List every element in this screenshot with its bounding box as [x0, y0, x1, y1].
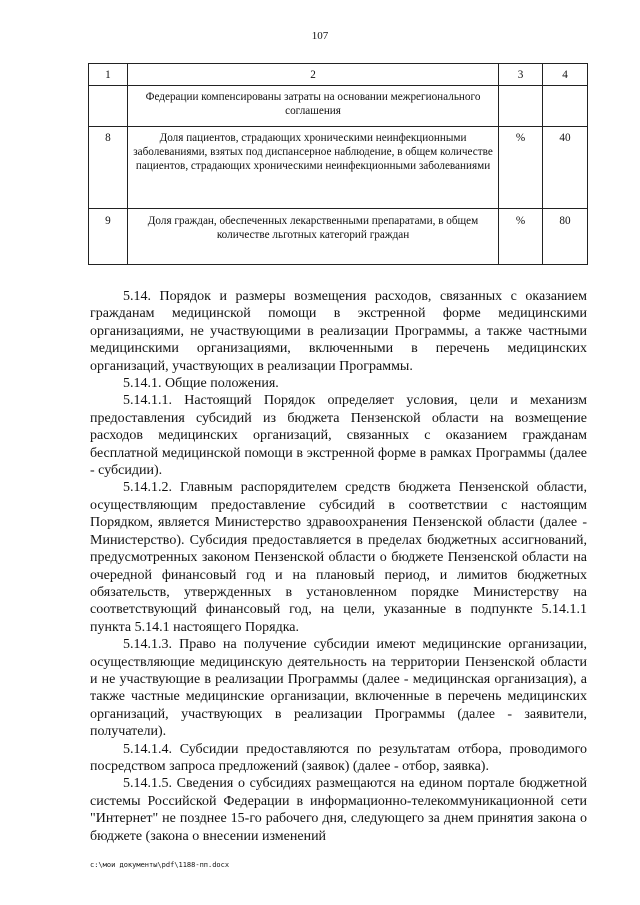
document-body [90, 288, 587, 845]
header-cell: 4 [543, 64, 588, 86]
table-row [89, 209, 588, 265]
paragraph-5-14-1: 5.14.1. Общие положения. [123, 376, 279, 392]
row-value: 80 [543, 209, 588, 265]
row-number [89, 86, 128, 127]
header-cell: 2 [127, 64, 498, 86]
paragraph-5-14-1-2: 5.14.1.2. Главным распорядителем средств бюджета Пензенской области, осуществляющим предоставление субсидий в соответствии с настоящим Порядком, является Министерство здравоохранения Пензенской области (далее - Министерство). Субсидия предоставляется в пределах бюджетных ассигнований, предусмотренных законом Пензенской области о бюджете Пензенской области на очередной финансовый год и на плановый период, и лимитов бюджетных обязательств, утвержденных в установленном порядке Министерству на соответствующий финансовый год, на цели, указанные в подпункте 5.14.1.1 пункта 5.14.1 настоящего Порядка. [90, 480, 587, 635]
header-cell: 1 [89, 64, 128, 86]
table-row [89, 86, 588, 127]
table-row [89, 127, 588, 209]
page-number: 107 [311, 30, 329, 42]
paragraph-5-14: 5.14. Порядок и размеры возмещения расходов, связанных с оказанием гражданам медицинской помощи в экстренной форме медицинскими организациями, не участвующими в реализации Программы, а также частными медицинскими организациями, включенными в перечень медицинских организаций, участвующих в реализации Программы. [90, 289, 587, 374]
row-unit: % [499, 127, 543, 209]
row-value: 40 [543, 127, 588, 209]
footer-file-path: c:\мои документы\pdf\1188-пп.docx [90, 861, 230, 869]
row-number: 8 [89, 127, 128, 209]
row-indicator: Доля пациентов, страдающих хроническими неинфекционными заболеваниями, взятых под диспансерное наблюдение, в общем количестве пациентов, страдающих хроническими неинфекционными заболеваниями [127, 127, 498, 209]
row-value [543, 86, 588, 127]
paragraph-5-14-1-4: 5.14.1.4. Субсидии предоставляются по результатам отбора, проводимого посредством запроса предложений (заявок) (далее - отбор, заявка). [90, 741, 587, 774]
row-indicator: Доля граждан, обеспеченных лекарственными препаратами, в общем количестве льготных категорий граждан [127, 209, 498, 265]
paragraph-5-14-1-5: 5.14.1.5. Сведения о субсидиях размещаются на едином портале бюджетной системы Российской Федерации в информационно-телекоммуникационной сети "Интернет" не позднее 15-го рабочего дня, следующего за днем принятия закона о бюджете (закона о внесении изменений [90, 776, 587, 844]
paragraph-5-14-1-3: 5.14.1.3. Право на получение субсидии имеют медицинские организации, осуществляющие медицинскую деятельность на территории Пензенской области и не участвующие в реализации Программы (далее - медицинская организация), а также частные медицинские организации, включенные в перечень медицинских организаций, участвующих в реализации Программы (далее - заявители, получатели). [90, 637, 587, 740]
row-number: 9 [89, 209, 128, 265]
indicators-table [88, 63, 588, 265]
row-indicator: Федерации компенсированы затраты на основании межрегионального соглашения [127, 86, 498, 127]
header-cell: 3 [499, 64, 543, 86]
row-unit [499, 86, 543, 127]
paragraph-5-14-1-1: 5.14.1.1. Настоящий Порядок определяет условия, цели и механизм предоставления субсидий из бюджета Пензенской области на возмещение расходов медицинских организаций, связанных с оказанием гражданам бесплатной медицинской помощи в экстренной форме в рамках Программы (далее - субсидии). [90, 393, 587, 479]
row-unit: % [499, 209, 543, 265]
table-header-row [89, 64, 588, 86]
